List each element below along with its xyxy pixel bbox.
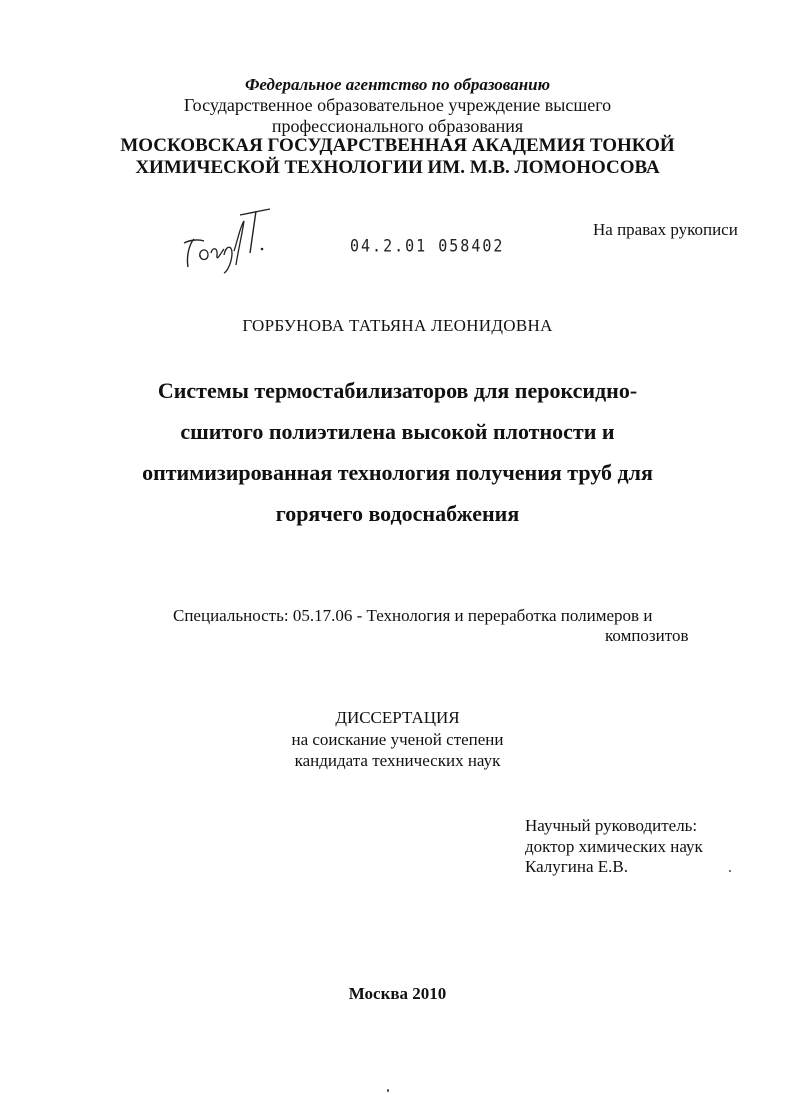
dissertation-title [0, 380, 795, 544]
scan-speck [729, 870, 731, 872]
agency-name: Федеральное агентство по образованию [244, 75, 551, 94]
dissertation-degree-line-1: на соискание ученой степени [291, 730, 504, 749]
city-year: Москва 2010 [348, 984, 447, 1003]
institution-line-1: Государственное образовательное учреждение высшего [183, 95, 612, 115]
title-line: сшитого полиэтилена высокой плотности и [180, 419, 615, 444]
supervisor-degree: доктор химических наук [525, 837, 703, 856]
rights-notice: На правах рукописи [593, 220, 738, 239]
institution-line-2: профессионального образования [271, 116, 524, 136]
supervisor-role: Научный руководитель: [525, 816, 698, 835]
specialty-line-2: композитов [605, 626, 689, 645]
specialty-line-1: Специальность: 05.17.06 - Технология и переработка полимеров и [173, 606, 653, 625]
handwritten-signature [178, 205, 278, 275]
title-line: Системы термостабилизаторов для пероксидно- [157, 378, 638, 403]
academy-name-line-2: ХИМИЧЕСКОЙ ТЕХНОЛОГИИ ИМ. М.В. ЛОМОНОСОВА [135, 157, 660, 178]
registration-number-stamp: 04.2.01 058402 [350, 235, 505, 257]
author-name: ГОРБУНОВА ТАТЬЯНА ЛЕОНИДОВНА [242, 316, 553, 335]
dissertation-degree-line-2: кандидата технических наук [294, 751, 501, 770]
scan-speck [387, 1089, 389, 1092]
supervisor-name: Калугина Е.В. [525, 857, 628, 876]
dissertation-heading: ДИССЕРТАЦИЯ [335, 708, 460, 727]
title-line: оптимизированная технология получения труб для [142, 460, 653, 485]
title-line: горячего водоснабжения [275, 501, 520, 526]
academy-name-line-1: МОСКОВСКАЯ ГОСУДАРСТВЕННАЯ АКАДЕМИЯ ТОНКОЙ [120, 135, 675, 156]
